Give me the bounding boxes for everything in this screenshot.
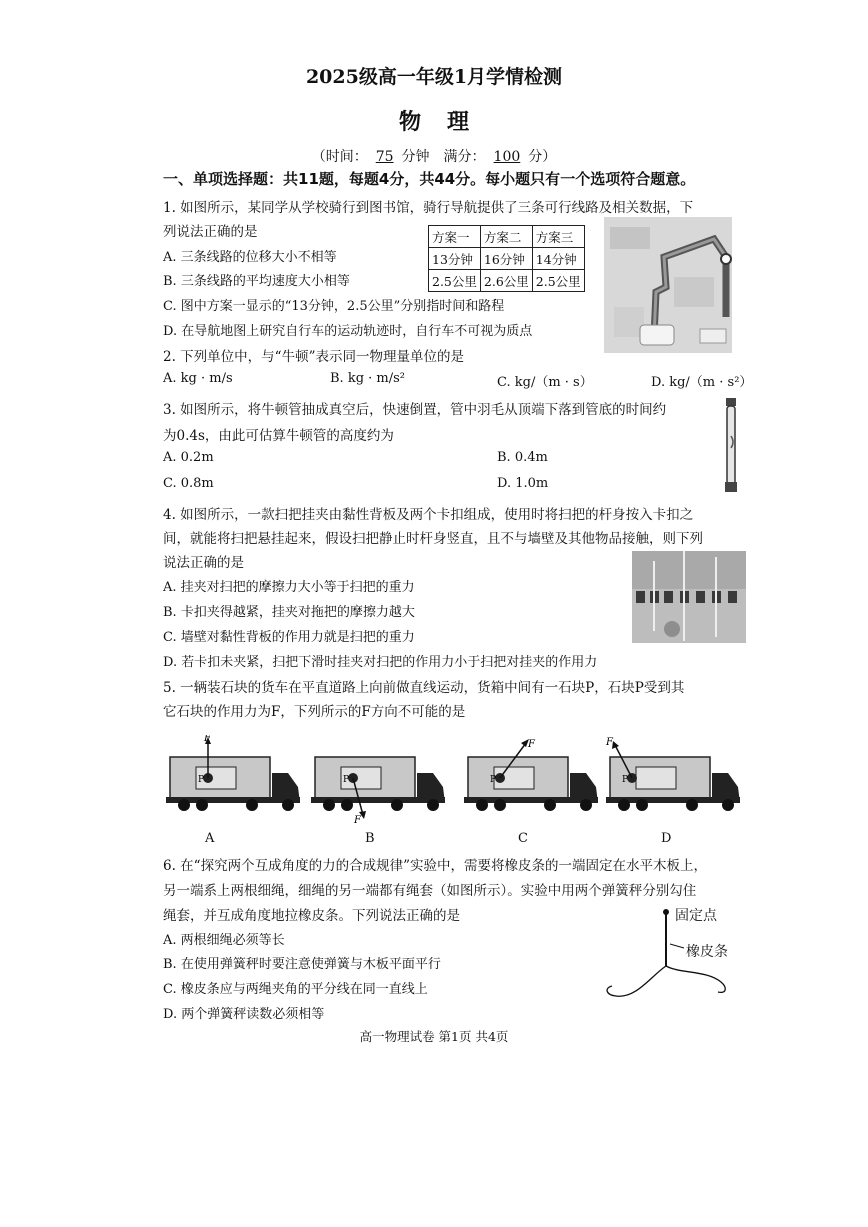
q4-option-c: C. 墙壁对黏性背板的作用力就是扫把的重力 <box>163 630 415 645</box>
q4-stem-line2: 间，就能将扫把悬挂起来，假设扫把静止时杆身竖直，且不与墙壁及其他物品接触，则下列 <box>163 531 703 547</box>
time-value: 75 <box>375 149 394 165</box>
page-footer: 高一物理试卷 第1页 共4页 <box>359 1029 509 1044</box>
route-table-cell: 14分钟 <box>532 248 584 270</box>
time-score-line <box>0 146 868 166</box>
q2-stem: 2. 下列单位中，与“牛顿”表示同一物理量单位的是 <box>163 349 464 365</box>
q3-option-c: C. 0.8m <box>163 476 214 491</box>
section-heading: 一、单项选择题：共11题，每题4分，共44分。每小题只有一个选项符合题意。 <box>163 170 696 188</box>
force-label-b: F <box>354 815 361 825</box>
q4-option-b: B. 卡扣夹得越紧，挂夹对拖把的摩擦力越大 <box>163 605 415 620</box>
score-unit: 分） <box>528 149 557 165</box>
block-label-d: P <box>622 775 629 785</box>
q4-option-a: A. 挂夹对扫把的摩擦力大小等于扫把的重力 <box>163 580 415 595</box>
q6-option-a: A. 两根细绳必须等长 <box>163 933 285 948</box>
q1-option-d: D. 在导航地图上研究自行车的运动轨迹时，自行车不可视为质点 <box>163 324 533 339</box>
truck-label-b: B <box>365 831 375 846</box>
route-table-cell: 方案二 <box>480 226 532 248</box>
truck-label-c: C <box>518 831 528 846</box>
q6-option-d: D. 两个弹簧秤读数必须相等 <box>163 1007 325 1022</box>
block-label-b: P <box>343 775 350 785</box>
q4-option-d: D. 若卡扣未夹紧，扫把下滑时挂夹对扫把的作用力小于扫把对挂夹的作用力 <box>163 655 598 670</box>
rubber-band-label: 橡皮条 <box>686 944 728 960</box>
q2-option-b: B. kg · m/s² <box>330 371 406 386</box>
q6-option-b: B. 在使用弹簧秤时要注意使弹簧与木板平面平行 <box>163 957 441 972</box>
route-table <box>428 225 585 292</box>
q2-option-d: D. kg/（m · s²） <box>651 375 753 390</box>
q3-option-a: A. 0.2m <box>163 450 214 465</box>
route-table-cell: 16分钟 <box>480 248 532 270</box>
exam-title: 2025级高一年级1月学情检测 <box>305 66 563 88</box>
subject-title: 物理 <box>398 109 495 135</box>
q3-option-b: B. 0.4m <box>497 450 548 465</box>
q6-stem-line1: 6. 在“探究两个互成角度的力的合成规律”实验中，需要将橡皮条的一端固定在水平木板上， <box>163 858 707 874</box>
broom-clip-image <box>632 551 746 643</box>
block-label-a: P <box>198 775 205 785</box>
route-table-cell: 方案三 <box>532 226 584 248</box>
navigation-map-image <box>604 217 732 353</box>
route-table-cell: 13分钟 <box>429 248 481 270</box>
q2-option-c: C. kg/（m · s） <box>497 375 593 390</box>
q1-option-a: A. 三条线路的位移大小不相等 <box>163 250 337 265</box>
newton-tube-image <box>716 396 746 494</box>
q1-stem-line2: 列说法正确的是 <box>163 224 258 240</box>
q2-option-a: A. kg · m/s <box>163 371 233 386</box>
force-label-c: F <box>528 739 535 750</box>
q3-option-d: D. 1.0m <box>497 476 549 491</box>
score-label: 分钟 满分： <box>401 149 486 165</box>
q3-stem-line1: 3. 如图所示，将牛顿管抽成真空后，快速倒置，管中羽毛从顶端下落到管底的时间约 <box>163 402 667 418</box>
route-table-cell: 2.6公里 <box>480 270 532 292</box>
q6-stem-line2: 另一端系上两根细绳，细绳的另一端都有绳套（如图所示）。实验中用两个弹簧秤分别勾住 <box>163 883 697 899</box>
truck-b <box>311 757 445 819</box>
truck-label-a: A <box>205 831 215 846</box>
q3-stem-line2: 为0.4s，由此可估算牛顿管的高度约为 <box>163 428 394 444</box>
q1-option-c: C. 图中方案一显示的“13分钟，2.5公里”分别指时间和路程 <box>163 299 505 314</box>
route-table-cell: 2.5公里 <box>429 270 481 292</box>
q1-option-b: B. 三条线路的平均速度大小相等 <box>163 274 350 289</box>
route-table-cell: 方案一 <box>429 226 481 248</box>
q5-stem-line2: 它石块的作用力为F，下列所示的F方向不可能的是 <box>163 704 466 720</box>
time-label: （时间： <box>311 149 368 165</box>
block-label-c: P <box>490 775 497 785</box>
q5-stem-line1: 5. 一辆装石块的货车在平直道路上向前做直线运动，货箱中间有一石块P，石块P受到其 <box>163 680 685 696</box>
q4-stem-line3: 说法正确的是 <box>163 555 244 571</box>
truck-diagrams <box>160 735 760 825</box>
truck-a <box>166 737 300 811</box>
q6-stem-line3: 绳套，并互成角度地拉橡皮条。下列说法正确的是 <box>163 908 460 924</box>
fixed-point-label: 固定点 <box>675 908 717 924</box>
route-table-cell: 2.5公里 <box>532 270 584 292</box>
force-label-a: F <box>204 735 211 744</box>
truck-label-d: D <box>661 831 672 846</box>
q1-stem-line1: 1. 如图所示，某同学从学校骑行到图书馆，骑行导航提供了三条可行线路及相关数据，下 <box>163 200 694 216</box>
force-label-d: F <box>606 737 613 748</box>
q4-stem-line1: 4. 如图所示，一款扫把挂夹由黏性背板及两个卡扣组成，使用时将扫把的杆身按入卡扣之 <box>163 507 694 523</box>
score-value: 100 <box>493 149 521 165</box>
q6-option-c: C. 橡皮条应与两绳夹角的平分线在同一直线上 <box>163 982 428 997</box>
